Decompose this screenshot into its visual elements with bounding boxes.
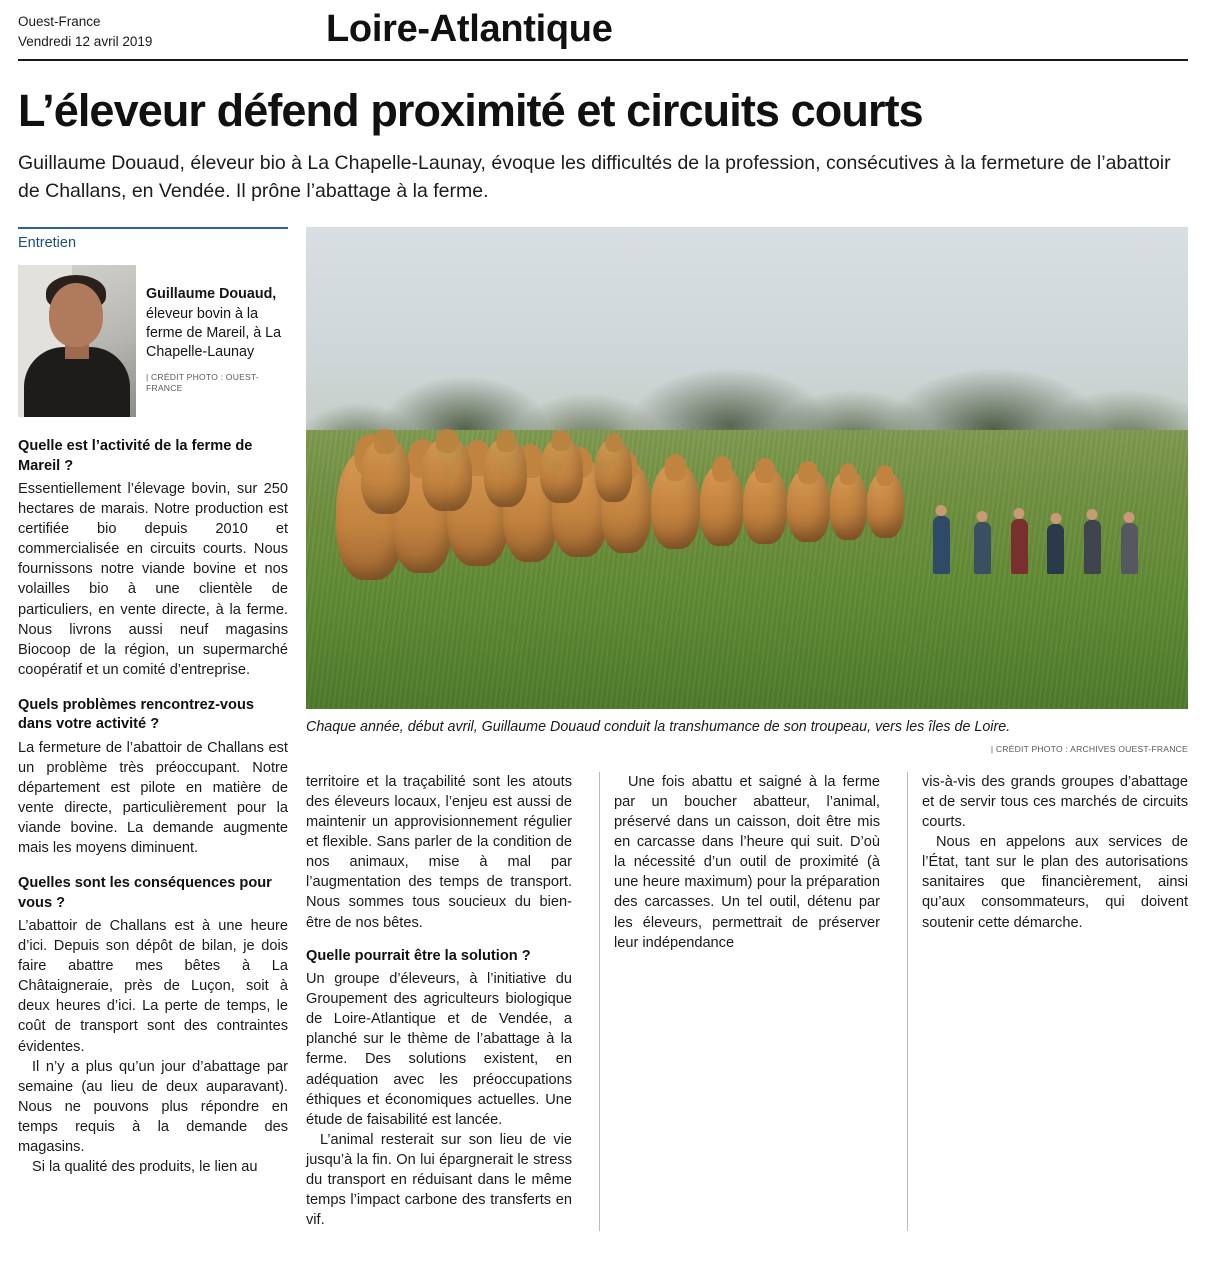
column-2-question: Quelle pourrait être la solution ? — [306, 947, 531, 964]
question: Quelle est l’activité de la ferme de Mareil ? — [18, 438, 253, 474]
qa-item — [18, 696, 288, 858]
article-body — [18, 227, 1188, 1230]
publication-name: Ouest-France — [18, 14, 101, 29]
column-4 — [907, 772, 1188, 1231]
standfirst: Guillaume Douaud, éleveur bio à La Chapelle-Launay, évoque les difficultés de la profession, consécutives à la fermeture de l’abattoir de Challans, en Vendée. Il prône l’abattage à la ferme. — [18, 151, 1171, 203]
question: Quels problèmes rencontrez-vous dans votre activité ? — [18, 697, 254, 733]
interview-column — [18, 227, 306, 1230]
column-4-paragraph-2: Nous en appelons aux services de l’État, tant sur le plan des autorisations sanitaires que financièrement, ainsi qu’aux consommateurs, qui doivent soutenir cette démarche. — [922, 834, 1188, 931]
column-4-paragraph-1: vis-à-vis des grands groupes d’abattage et de servir tous ces marchés de circuits courts. — [922, 773, 1188, 830]
answer-continued: Il n’y a plus qu’un jour d’abattage par semaine (au lieu de deux auparavant). Nous ne pouvons plus répondre en temps requis à la demande des magasins. — [18, 1058, 288, 1156]
bio-description: éleveur bovin à la ferme de Mareil, à La Chapelle-Launay — [146, 305, 282, 360]
column-3 — [599, 772, 880, 1231]
photo-caption: Chaque année, début avril, Guillaume Douaud conduit la transhumance de son troupeau, vers les îles de Loire. — [306, 719, 1011, 736]
publication-date: Vendredi 12 avril 2019 — [18, 33, 153, 49]
answer: Essentiellement l’élevage bovin, sur 250 hectares de marais. Notre production est certifiée bio depuis 2010 et commercialisée en circuits courts. Nous fournissons notre viande bovine et nos volailles bio à une clientèle de particuliers, en vente directe, à la ferme. Nous livrons aussi neuf magasins Biocoop de la région, un supermarché coopératif et un comité d’entreprise. — [18, 480, 288, 678]
answer-continued-2: Si la qualité des produits, le lien au — [32, 1159, 258, 1176]
masthead-publication-block — [18, 10, 308, 51]
walking-people — [923, 430, 1152, 575]
column-2-paragraph-1: Un groupe d’éleveurs, à l’initiative du Groupement des agriculteurs biologique de Loire-Atlantique et de Vendée, a planché sur le thème de l’abattage à la ferme. Des solutions existent, en adéquation avec les préoccupations éthiques et économiques actuelles. Une étude de faisabilité est lancée. — [306, 970, 572, 1128]
photo-and-columns — [306, 227, 1188, 1230]
edition-title: Loire-Atlantique — [326, 8, 613, 50]
answer: L’abattoir de Challans est à une heure d’ici. Depuis son dépôt de bilan, je dois faire abattre mes bêtes à La Châtaigneraie, près de Luçon, soit à deux heures d’ici. La perte de temps, le coût de transport sont des contraintes évidentes. — [18, 917, 288, 1055]
column-2 — [306, 772, 572, 1231]
masthead — [18, 10, 1188, 61]
photo-credit: | CRÉDIT PHOTO : ARCHIVES OUEST-FRANCE — [990, 743, 1188, 754]
herd-transhumance-photo-icon — [306, 227, 1188, 709]
edition-title-block — [308, 10, 1188, 48]
column-2-continuation: territoire et la traçabilité sont les atouts des éleveurs locaux, l’enjeu est aussi de maintenir un approvisionnement régulier et flexible. Sans parler de la condition de nos animaux, mise à mal par l’augmentation des temps de transport. Nous sommes tous soucieux du bien-être de nos bêtes. — [306, 773, 572, 931]
portrait-credit: | CRÉDIT PHOTO : OUEST-FRANCE — [146, 371, 259, 394]
headline-block — [18, 61, 1188, 211]
column-3-paragraph-1: Une fois abattu et saigné à la ferme par un boucher abatteur, l’animal, préservé dans un caisson, doit être mis en carcasse dans l’heure qui suit. D’où la nécessité d’un outil de proximité (à une heure maximum) pour la préparation des carcasses. Un tel outil, détenu par les éleveurs, permettrait de préserver leur indépendance — [614, 773, 880, 951]
lower-text-columns — [306, 772, 1188, 1231]
qa-item — [18, 874, 288, 1177]
question: Quelles sont les conséquences pour vous ? — [18, 875, 272, 911]
interviewee-bio — [18, 265, 288, 417]
answer: La fermeture de l’abattoir de Challans est un problème très préoccupant. Notre département est pilote en matière de vente directe, particulièrement pour la viande bovine. La demande augmente mais les moyens diminuent. — [18, 739, 288, 857]
qa-item — [18, 437, 288, 680]
portrait-photo-icon — [18, 265, 136, 417]
column-2-paragraph-2: L’animal resterait sur son lieu de vie jusqu’à la fin. On lui épargnerait le stress du transport en réduisant dans le même temps l’impact carbone des transferts en vif. — [306, 1131, 572, 1229]
bio-name: Guillaume Douaud, — [146, 286, 277, 303]
bio-text — [146, 265, 288, 417]
section-label: Entretien — [18, 227, 288, 251]
page-title: L’éleveur défend proximité et circuits courts — [18, 85, 923, 137]
cattle-herd — [324, 401, 941, 584]
